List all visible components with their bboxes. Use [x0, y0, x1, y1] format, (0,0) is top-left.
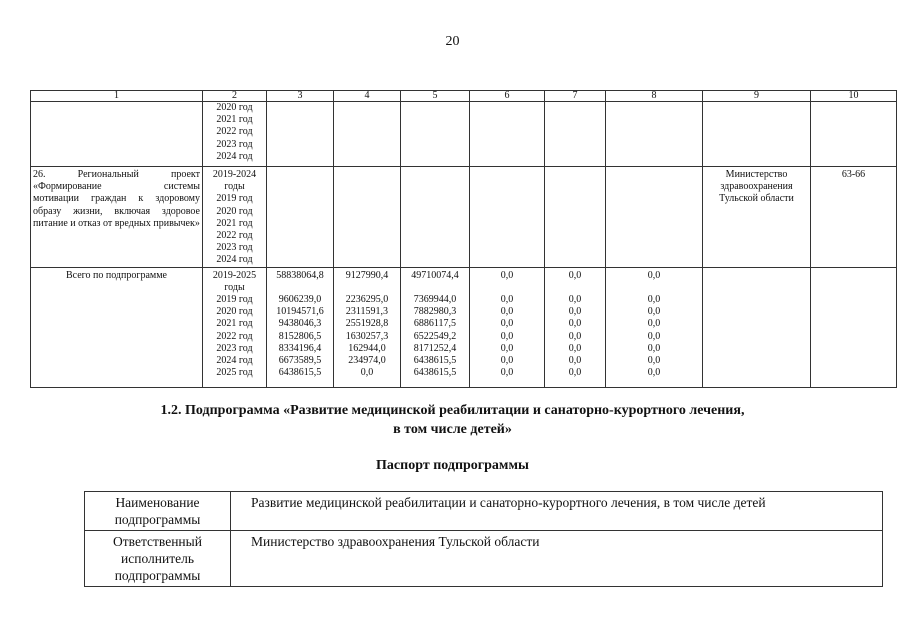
passport-value: Развитие медицинской реабилитации и санаторно-курортного лечения, в том числе детей	[231, 492, 883, 531]
table-header-row	[31, 91, 897, 102]
passport-label: Наименование подпрограммы	[85, 492, 231, 531]
total-col8-cell: 0,0 0,0 0,0 0,0 0,0 0,0 0,0 0,0	[606, 267, 703, 387]
total-col3-cell: 58838064,8 9606239,0 10194571,6 9438046,3 8152806,5 8334196,4 6673589,5 6438615,5	[267, 267, 334, 387]
project-name-cell: 26. Региональный проект «Формирование системы мотивации граждан к здоровому образу жизни, включая здоровое питание и отказ от вредных привычек»	[31, 167, 203, 268]
column-number: 8	[606, 91, 703, 102]
column-number: 4	[334, 91, 401, 102]
table-row	[85, 531, 883, 587]
passport-value: Министерство здравоохранения Тульской области	[231, 531, 883, 587]
subprogram-resources-table	[30, 90, 897, 388]
total-label-cell: Всего по подпрограмме	[31, 267, 203, 387]
column-number: 5	[401, 91, 470, 102]
column-number: 6	[470, 91, 545, 102]
total-col7-cell: 0,0 0,0 0,0 0,0 0,0 0,0 0,0 0,0	[545, 267, 606, 387]
column-number: 2	[203, 91, 267, 102]
column-number: 7	[545, 91, 606, 102]
page-number: 20	[445, 34, 460, 49]
table-row	[31, 267, 897, 387]
executor-cell: Министерство здравоохранения Тульской области	[703, 167, 811, 268]
subprogram-heading: 1.2. Подпрограмма «Развитие медицинской реабилитации и санаторно-курортного лечения, в том числе детей»	[160, 403, 745, 437]
passport-title: Паспорт подпрограммы	[376, 458, 529, 473]
passport-label: Ответственный исполнитель подпрограммы	[85, 531, 231, 587]
table-row	[85, 492, 883, 531]
period-cell: 2019-2024 годы 2019 год 2020 год 2021 год 2022 год 2023 год 2024 год	[203, 167, 267, 268]
total-col6-cell: 0,0 0,0 0,0 0,0 0,0 0,0 0,0 0,0	[470, 267, 545, 387]
period-cell: 2019-2025 годы 2019 год 2020 год 2021 год 2022 год 2023 год 2024 год 2025 год	[203, 267, 267, 387]
column-number: 1	[31, 91, 203, 102]
column-number: 3	[267, 91, 334, 102]
total-col5-cell: 49710074,4 7369944,0 7882980,3 6886117,5 6522549,2 8171252,4 6438615,5 6438615,5	[401, 267, 470, 387]
passport-table	[84, 491, 883, 587]
indicators-cell: 63-66	[811, 167, 897, 268]
column-number: 9	[703, 91, 811, 102]
column-number: 10	[811, 91, 897, 102]
table-row	[31, 102, 897, 167]
total-col4-cell: 9127990,4 2236295,0 2311591,3 2551928,8 1630257,3 162944,0 234974,0 0,0	[334, 267, 401, 387]
period-cell: 2020 год 2021 год 2022 год 2023 год 2024 год	[203, 102, 267, 167]
table-row	[31, 167, 897, 268]
